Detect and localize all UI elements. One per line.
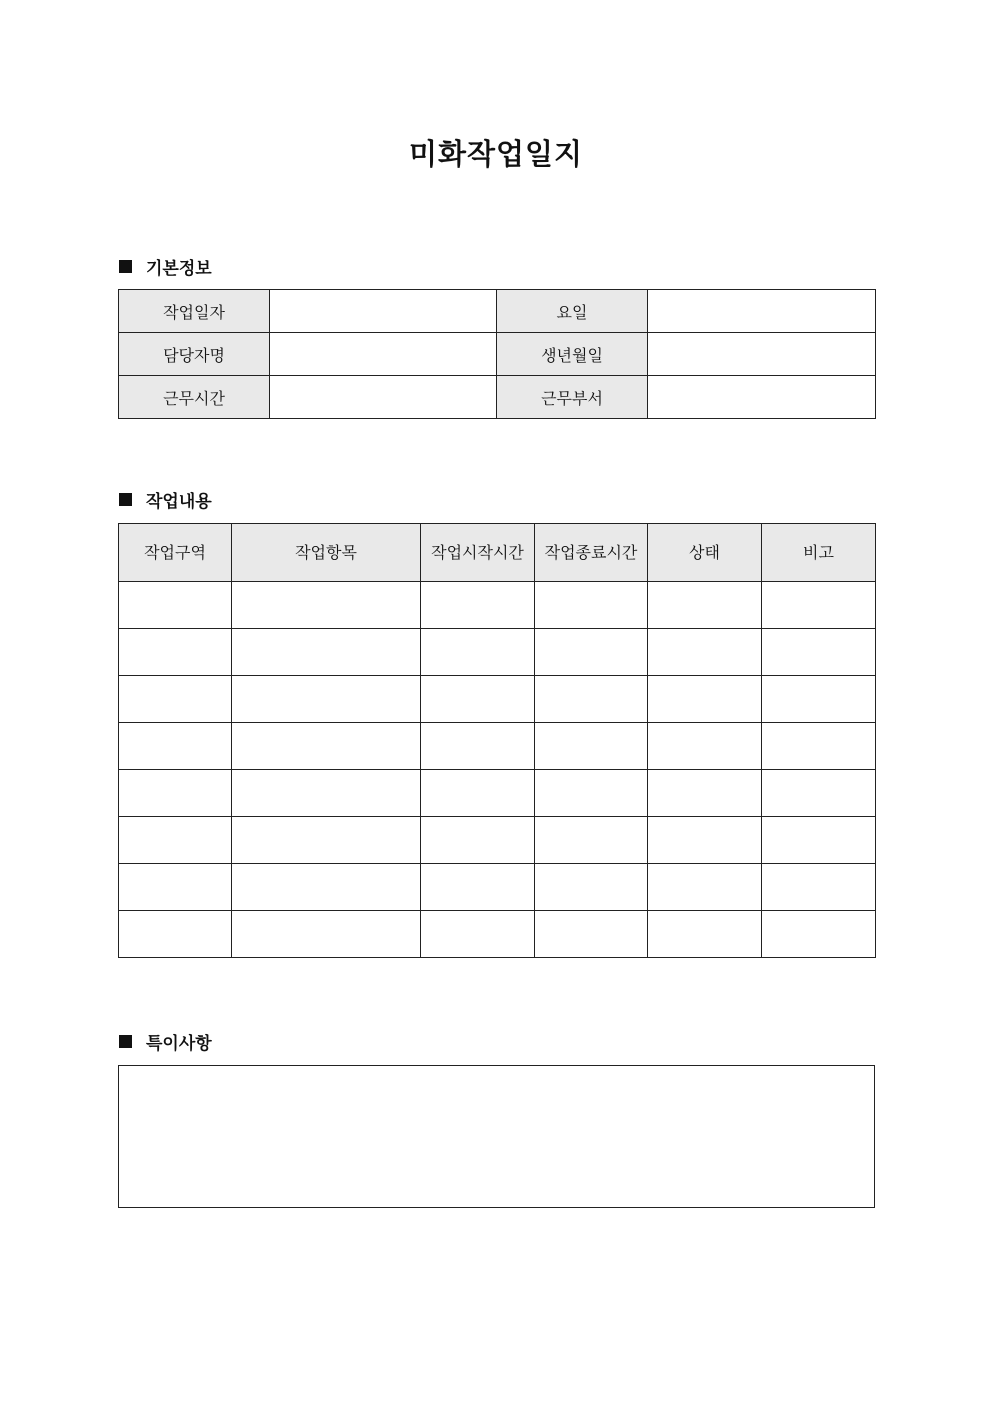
section-title: 특이사항 <box>146 1034 212 1054</box>
column-header-status: 상태 <box>648 524 762 582</box>
end-time-cell[interactable] <box>535 582 648 629</box>
work-date-label: 작업일자 <box>119 290 270 333</box>
start-time-cell[interactable] <box>421 629 535 676</box>
day-of-week-field[interactable] <box>648 290 876 333</box>
table-row <box>119 376 876 419</box>
end-time-cell[interactable] <box>535 723 648 770</box>
end-time-cell[interactable] <box>535 629 648 676</box>
note-cell[interactable] <box>762 582 876 629</box>
start-time-cell[interactable] <box>421 723 535 770</box>
work-table <box>118 523 876 958</box>
table-row <box>119 817 876 864</box>
start-time-cell[interactable] <box>421 770 535 817</box>
work-item-cell[interactable] <box>232 817 421 864</box>
note-cell[interactable] <box>762 723 876 770</box>
department-label: 근무부서 <box>497 376 648 419</box>
start-time-cell[interactable] <box>421 864 535 911</box>
page-title: 미화작업일지 <box>408 137 584 171</box>
work-area-cell[interactable] <box>119 817 232 864</box>
table-row <box>119 333 876 376</box>
staff-name-field[interactable] <box>270 333 497 376</box>
note-cell[interactable] <box>762 676 876 723</box>
section-title: 작업내용 <box>146 492 212 512</box>
end-time-cell[interactable] <box>535 770 648 817</box>
note-cell[interactable] <box>762 770 876 817</box>
table-row <box>119 723 876 770</box>
column-header-start-time: 작업시작시간 <box>421 524 535 582</box>
remarks-field[interactable] <box>118 1065 875 1208</box>
table-row <box>119 911 876 958</box>
section-heading-work-content <box>119 487 212 512</box>
table-row <box>119 290 876 333</box>
start-time-cell[interactable] <box>421 582 535 629</box>
work-item-cell[interactable] <box>232 582 421 629</box>
section-heading-basic-info <box>119 254 212 279</box>
start-time-cell[interactable] <box>421 817 535 864</box>
section-title: 기본정보 <box>146 259 212 279</box>
end-time-cell[interactable] <box>535 817 648 864</box>
square-bullet-icon <box>119 493 132 506</box>
basic-info-table <box>118 289 876 419</box>
table-row <box>119 629 876 676</box>
department-field[interactable] <box>648 376 876 419</box>
note-cell[interactable] <box>762 864 876 911</box>
column-header-end-time: 작업종료시간 <box>535 524 648 582</box>
work-area-cell[interactable] <box>119 723 232 770</box>
status-cell[interactable] <box>648 676 762 723</box>
birth-date-field[interactable] <box>648 333 876 376</box>
status-cell[interactable] <box>648 864 762 911</box>
square-bullet-icon <box>119 1035 132 1048</box>
work-item-cell[interactable] <box>232 676 421 723</box>
work-item-cell[interactable] <box>232 723 421 770</box>
work-item-cell[interactable] <box>232 770 421 817</box>
start-time-cell[interactable] <box>421 911 535 958</box>
square-bullet-icon <box>119 260 132 273</box>
column-header-work-item: 작업항목 <box>232 524 421 582</box>
status-cell[interactable] <box>648 911 762 958</box>
work-area-cell[interactable] <box>119 911 232 958</box>
column-header-note: 비고 <box>762 524 876 582</box>
section-heading-remarks <box>119 1029 212 1054</box>
work-date-field[interactable] <box>270 290 497 333</box>
work-hours-label: 근무시간 <box>119 376 270 419</box>
status-cell[interactable] <box>648 817 762 864</box>
birth-date-label: 생년월일 <box>497 333 648 376</box>
status-cell[interactable] <box>648 582 762 629</box>
work-hours-field[interactable] <box>270 376 497 419</box>
end-time-cell[interactable] <box>535 911 648 958</box>
work-area-cell[interactable] <box>119 770 232 817</box>
table-row <box>119 582 876 629</box>
status-cell[interactable] <box>648 770 762 817</box>
work-area-cell[interactable] <box>119 582 232 629</box>
work-area-cell[interactable] <box>119 864 232 911</box>
work-item-cell[interactable] <box>232 864 421 911</box>
end-time-cell[interactable] <box>535 864 648 911</box>
day-of-week-label: 요일 <box>497 290 648 333</box>
start-time-cell[interactable] <box>421 676 535 723</box>
status-cell[interactable] <box>648 629 762 676</box>
work-area-cell[interactable] <box>119 676 232 723</box>
status-cell[interactable] <box>648 723 762 770</box>
staff-name-label: 담당자명 <box>119 333 270 376</box>
work-table-body <box>119 582 876 958</box>
table-row <box>119 864 876 911</box>
note-cell[interactable] <box>762 911 876 958</box>
note-cell[interactable] <box>762 817 876 864</box>
table-row <box>119 676 876 723</box>
column-header-work-area: 작업구역 <box>119 524 232 582</box>
end-time-cell[interactable] <box>535 676 648 723</box>
note-cell[interactable] <box>762 629 876 676</box>
table-header-row <box>119 524 876 582</box>
work-item-cell[interactable] <box>232 629 421 676</box>
work-item-cell[interactable] <box>232 911 421 958</box>
table-row <box>119 770 876 817</box>
work-area-cell[interactable] <box>119 629 232 676</box>
